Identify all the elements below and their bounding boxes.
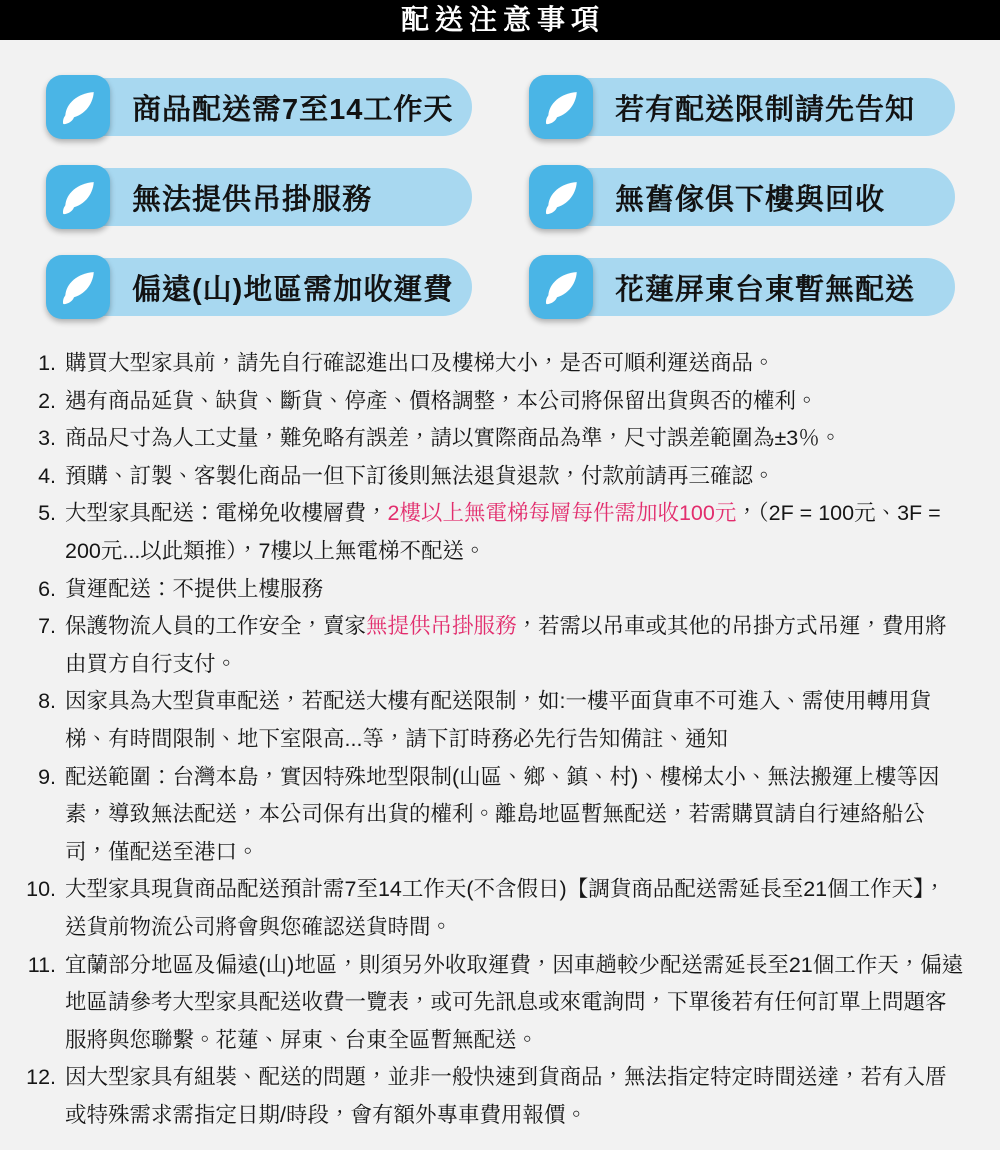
badge <box>46 255 472 319</box>
note-text: 貨運配送：不提供上樓服務 <box>65 576 324 601</box>
list-item <box>14 1059 966 1134</box>
badge-label: 無舊傢俱下樓與回收 <box>615 183 886 216</box>
badge <box>46 165 472 229</box>
badge <box>529 165 955 229</box>
badge-label: 無法提供吊掛服務 <box>132 183 373 216</box>
leaf-icon <box>529 75 593 139</box>
list-item <box>14 383 966 421</box>
leaf-icon <box>46 165 110 229</box>
highlighted-text: 2樓以上無電梯每層每件需加收100元 <box>387 501 737 526</box>
badge-label: 花蓮屏東台東暫無配送 <box>615 273 916 306</box>
notes-list <box>0 319 1000 1134</box>
note-text: 遇有商品延貨、缺貨、斷貨、停產、價格調整，本公司將保留出貨與否的權利。 <box>65 388 818 413</box>
list-item <box>14 345 966 383</box>
list-item <box>14 683 966 758</box>
list-item <box>14 759 966 872</box>
badge-label: 若有配送限制請先告知 <box>615 93 916 126</box>
note-text: 保護物流人員的工作安全，賣家無提供吊掛服務，若需以吊車或其他的吊掛方式吊運，費用將由買方自行支付。 <box>65 614 947 676</box>
list-item <box>14 420 966 458</box>
badge <box>46 75 472 139</box>
note-number: 4. <box>38 463 56 488</box>
note-number: 1. <box>38 351 56 375</box>
leaf-icon <box>46 75 110 139</box>
note-text: 購買大型家具前，請先自行確認進出口及樓梯大小，是否可順利運送商品。 <box>65 351 775 375</box>
note-number: 5. <box>38 501 56 526</box>
badge-label: 商品配送需7至14工作天 <box>132 93 454 126</box>
note-number: 11. <box>27 952 56 977</box>
leaf-icon <box>529 255 593 319</box>
note-number: 10. <box>26 877 56 902</box>
badge-label: 偏遠(山)地區需加收運費 <box>132 273 454 306</box>
note-text: 宜蘭部分地區及偏遠(山)地區，則須另外收取運費，因車趟較少配送需延長至21個工作天，偏遠地區請參考大型家具配送收費一覽表，或可先訊息或來電詢問，下單後若有任何訂單上問題客服將與您聯繫。花蓮、屏東、台東全區暫無配送。 <box>65 952 964 1052</box>
badge-grid <box>0 40 1000 319</box>
badge <box>529 75 955 139</box>
highlighted-text: 無提供吊掛服務 <box>366 614 517 639</box>
list-item <box>14 608 966 683</box>
list-item <box>14 571 966 609</box>
note-text: 預購、訂製、客製化商品一但下訂後則無法退貨退款，付款前請再三確認。 <box>65 463 775 488</box>
note-number: 9. <box>38 764 56 789</box>
badge <box>529 255 955 319</box>
page-title-bar <box>0 0 1000 40</box>
note-text: 大型家具現貨商品配送預計需7至14工作天(不含假日)【調貨商品配送需延長至21個工作天】，送貨前物流公司將會與您確認送貨時間。 <box>65 877 946 939</box>
note-text: 大型家具配送：電梯免收樓層費，2樓以上無電梯每層每件需加收100元，（2F = 100元、3F = 200元...以此類推），7樓以上無電梯不配送。 <box>65 501 941 563</box>
note-text: 商品尺寸為人工丈量，難免略有誤差，請以實際商品為準，尺寸誤差範圍為±3％。 <box>65 426 842 451</box>
note-number: 6. <box>38 576 56 601</box>
note-number: 3. <box>38 426 56 451</box>
leaf-icon <box>529 165 593 229</box>
list-item <box>14 871 966 946</box>
page-title: 配送注意事項 <box>400 4 605 35</box>
leaf-icon <box>46 255 110 319</box>
note-number: 12. <box>26 1065 56 1090</box>
note-number: 7. <box>38 614 56 639</box>
list-item <box>14 495 966 570</box>
note-number: 2. <box>38 388 56 413</box>
list-item <box>14 458 966 496</box>
note-text: 因家具為大型貨車配送，若配送大樓有配送限制，如:一樓平面貨車不可進入、需使用轉用貨梯、有時間限制、地下室限高...等，請下訂時務必先行告知備註、通知 <box>65 689 931 751</box>
note-number: 8. <box>38 689 56 714</box>
list-item <box>14 947 966 1060</box>
note-text: 因大型家具有組裝、配送的問題，並非一般快速到貨商品，無法指定特定時間送達，若有入厝或特殊需求需指定日期/時段，會有額外專車費用報價。 <box>65 1065 947 1127</box>
note-text: 配送範圍：台灣本島，實因特殊地型限制(山區、鄉、鎮、村)、樓梯太小、無法搬運上樓等因素，導致無法配送，本公司保有出貨的權利。離島地區暫無配送，若需購買請自行連絡船公司，僅配送至港口。 <box>65 764 940 864</box>
